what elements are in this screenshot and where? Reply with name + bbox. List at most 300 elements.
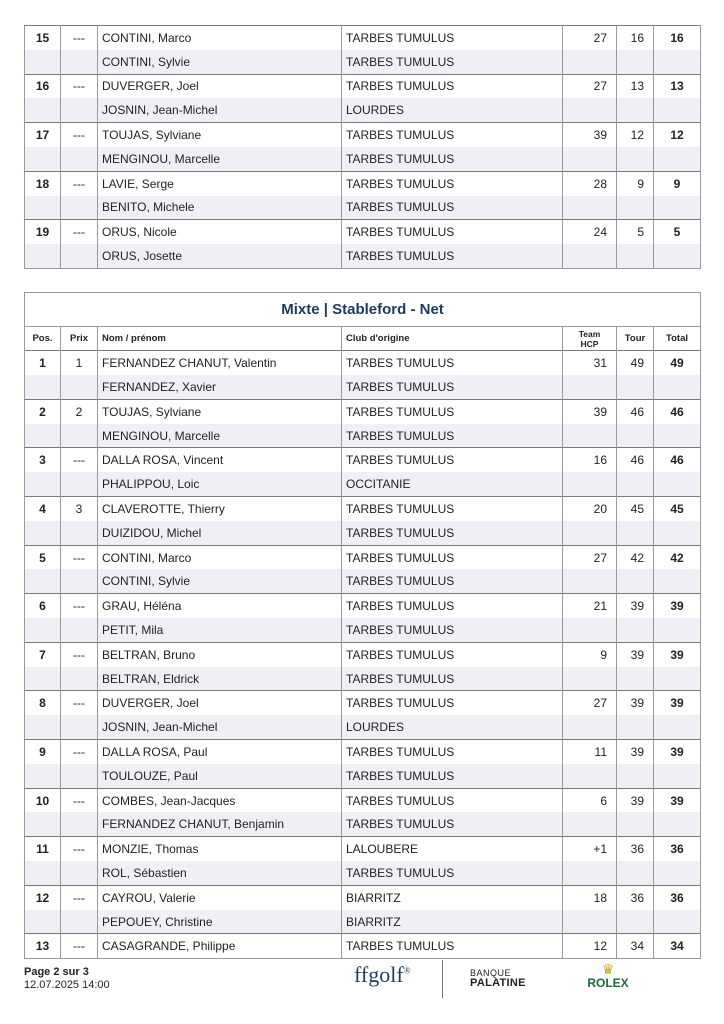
club-cell: TARBES TUMULUS	[342, 220, 563, 244]
club-cell: LOURDES	[342, 715, 563, 739]
total-cell: 16	[654, 26, 701, 50]
position-cell	[25, 764, 61, 788]
prize-cell: ---	[61, 594, 98, 618]
position-cell	[25, 98, 61, 122]
header-team-hcp	[563, 327, 617, 351]
player-name-cell: ORUS, Josette	[98, 244, 342, 268]
position-cell: 13	[25, 934, 61, 958]
player-name-cell: MENGINOU, Marcelle	[98, 424, 342, 448]
player-name-cell: PEPOUEY, Christine	[98, 910, 342, 934]
team-hcp-cell: 20	[563, 497, 617, 521]
team-hcp-cell	[563, 98, 617, 122]
team-hcp-cell: 31	[563, 351, 617, 375]
header-tour: Tour	[617, 327, 654, 351]
tour-cell: 39	[617, 788, 654, 812]
team-hcp-cell: 39	[563, 399, 617, 423]
position-cell: 1	[25, 351, 61, 375]
table-row	[25, 934, 701, 958]
prize-cell	[61, 50, 98, 74]
tour-cell: 46	[617, 399, 654, 423]
team-hcp-cell: 39	[563, 123, 617, 147]
tour-cell	[617, 244, 654, 268]
club-cell: TARBES TUMULUS	[342, 740, 563, 764]
prize-cell	[61, 618, 98, 642]
club-cell: TARBES TUMULUS	[342, 934, 563, 958]
tour-cell	[617, 569, 654, 593]
tour-cell: 45	[617, 497, 654, 521]
table-row-partner	[25, 569, 701, 593]
club-cell: TARBES TUMULUS	[342, 667, 563, 691]
table-row-partner	[25, 472, 701, 496]
player-name-cell: ORUS, Nicole	[98, 220, 342, 244]
prize-cell: 1	[61, 351, 98, 375]
total-cell: 42	[654, 545, 701, 569]
player-name-cell: CONTINI, Marco	[98, 26, 342, 50]
table-row	[25, 26, 701, 50]
rolex-logo	[580, 962, 636, 1006]
table-row-partner	[25, 715, 701, 739]
total-cell: 9	[654, 171, 701, 195]
player-name-cell: FERNANDEZ CHANUT, Valentin	[98, 351, 342, 375]
position-cell	[25, 667, 61, 691]
total-cell	[654, 861, 701, 885]
total-cell	[654, 667, 701, 691]
total-cell	[654, 244, 701, 268]
tour-cell	[617, 375, 654, 399]
position-cell: 10	[25, 788, 61, 812]
club-cell: TARBES TUMULUS	[342, 764, 563, 788]
player-name-cell: CONTINI, Sylvie	[98, 569, 342, 593]
club-cell: TARBES TUMULUS	[342, 618, 563, 642]
prize-cell	[61, 424, 98, 448]
prize-cell	[61, 521, 98, 545]
tour-cell	[617, 861, 654, 885]
table-row	[25, 691, 701, 715]
table-row-partner	[25, 147, 701, 171]
club-cell: TARBES TUMULUS	[342, 812, 563, 836]
position-cell	[25, 910, 61, 934]
position-cell: 19	[25, 220, 61, 244]
team-hcp-cell: 18	[563, 885, 617, 909]
position-cell: 15	[25, 26, 61, 50]
total-cell	[654, 812, 701, 836]
team-hcp-cell	[563, 667, 617, 691]
prize-cell: ---	[61, 837, 98, 861]
team-hcp-cell: 16	[563, 448, 617, 472]
table-row-partner	[25, 667, 701, 691]
position-cell	[25, 244, 61, 268]
results-table-top	[24, 25, 701, 269]
club-cell: TARBES TUMULUS	[342, 788, 563, 812]
table-row	[25, 448, 701, 472]
club-cell: BIARRITZ	[342, 910, 563, 934]
tour-cell	[617, 196, 654, 220]
prize-cell	[61, 472, 98, 496]
player-name-cell: MONZIE, Thomas	[98, 837, 342, 861]
tour-cell	[617, 764, 654, 788]
player-name-cell: BENITO, Michele	[98, 196, 342, 220]
team-hcp-cell	[563, 861, 617, 885]
tour-cell: 12	[617, 123, 654, 147]
tour-cell	[617, 147, 654, 171]
position-cell: 4	[25, 497, 61, 521]
team-hcp-cell	[563, 50, 617, 74]
player-name-cell: TOULOUZE, Paul	[98, 764, 342, 788]
total-cell	[654, 424, 701, 448]
prize-cell: ---	[61, 740, 98, 764]
header-club: Club d'origine	[342, 327, 563, 351]
prize-cell	[61, 244, 98, 268]
team-hcp-cell: 28	[563, 171, 617, 195]
total-cell	[654, 472, 701, 496]
total-cell	[654, 715, 701, 739]
position-cell	[25, 812, 61, 836]
prize-cell: ---	[61, 74, 98, 98]
position-cell	[25, 472, 61, 496]
table-row	[25, 740, 701, 764]
club-cell: TARBES TUMULUS	[342, 147, 563, 171]
prize-cell	[61, 764, 98, 788]
table-row	[25, 497, 701, 521]
team-hcp-cell: 12	[563, 934, 617, 958]
team-hcp-cell: 24	[563, 220, 617, 244]
club-cell: TARBES TUMULUS	[342, 691, 563, 715]
club-cell: TARBES TUMULUS	[342, 642, 563, 666]
position-cell	[25, 147, 61, 171]
player-name-cell: CONTINI, Marco	[98, 545, 342, 569]
team-hcp-cell	[563, 472, 617, 496]
table-row	[25, 594, 701, 618]
total-cell: 36	[654, 885, 701, 909]
tour-cell	[617, 424, 654, 448]
total-cell: 36	[654, 837, 701, 861]
table-row	[25, 545, 701, 569]
team-hcp-cell	[563, 569, 617, 593]
prize-cell	[61, 861, 98, 885]
prize-cell: ---	[61, 171, 98, 195]
total-cell: 34	[654, 934, 701, 958]
club-cell: TARBES TUMULUS	[342, 569, 563, 593]
table-row-partner	[25, 424, 701, 448]
tour-cell: 16	[617, 26, 654, 50]
tour-cell: 49	[617, 351, 654, 375]
club-cell: TARBES TUMULUS	[342, 375, 563, 399]
team-hcp-cell	[563, 715, 617, 739]
player-name-cell: CLAVEROTTE, Thierry	[98, 497, 342, 521]
position-cell	[25, 861, 61, 885]
rolex-logo-text: ROLEX	[587, 976, 629, 990]
player-name-cell: TOUJAS, Sylviane	[98, 399, 342, 423]
position-cell	[25, 569, 61, 593]
tour-cell	[617, 715, 654, 739]
team-hcp-cell: 27	[563, 26, 617, 50]
banque-logo-line1: BANQUE	[470, 968, 512, 978]
tour-cell	[617, 812, 654, 836]
position-cell	[25, 618, 61, 642]
team-hcp-cell: 9	[563, 642, 617, 666]
total-cell: 5	[654, 220, 701, 244]
position-cell	[25, 715, 61, 739]
position-cell: 11	[25, 837, 61, 861]
header-pos: Pos.	[25, 327, 61, 351]
position-cell	[25, 424, 61, 448]
club-cell: TARBES TUMULUS	[342, 594, 563, 618]
table-row	[25, 74, 701, 98]
team-hcp-cell	[563, 521, 617, 545]
header-team-hcp-line2: HCP	[580, 338, 599, 349]
player-name-cell: CASAGRANDE, Philippe	[98, 934, 342, 958]
table-row	[25, 399, 701, 423]
club-cell: LALOUBERE	[342, 837, 563, 861]
header-prix: Prix	[61, 327, 98, 351]
player-name-cell: DUIZIDOU, Michel	[98, 521, 342, 545]
section-title: Mixte | Stableford - Net	[25, 293, 701, 327]
table-row-partner	[25, 50, 701, 74]
tour-cell: 39	[617, 594, 654, 618]
player-name-cell: DALLA ROSA, Vincent	[98, 448, 342, 472]
club-cell: TARBES TUMULUS	[342, 244, 563, 268]
club-cell: TARBES TUMULUS	[342, 545, 563, 569]
total-cell	[654, 98, 701, 122]
table-row-partner	[25, 375, 701, 399]
total-cell: 46	[654, 448, 701, 472]
position-cell: 3	[25, 448, 61, 472]
tour-cell: 39	[617, 642, 654, 666]
total-cell: 12	[654, 123, 701, 147]
page-number: Page 2 sur 3	[24, 966, 89, 978]
total-cell: 39	[654, 788, 701, 812]
player-name-cell: PETIT, Mila	[98, 618, 342, 642]
table-row	[25, 351, 701, 375]
table-row-partner	[25, 244, 701, 268]
prize-cell: 3	[61, 497, 98, 521]
club-cell: TARBES TUMULUS	[342, 351, 563, 375]
prize-cell: ---	[61, 123, 98, 147]
tour-cell: 13	[617, 74, 654, 98]
player-name-cell: JOSNIN, Jean-Michel	[98, 98, 342, 122]
team-hcp-cell	[563, 375, 617, 399]
table-row-partner	[25, 764, 701, 788]
prize-cell	[61, 147, 98, 171]
position-cell: 7	[25, 642, 61, 666]
total-cell	[654, 50, 701, 74]
total-cell: 49	[654, 351, 701, 375]
total-cell	[654, 196, 701, 220]
total-cell	[654, 147, 701, 171]
position-cell: 16	[25, 74, 61, 98]
position-cell	[25, 521, 61, 545]
table-row-partner	[25, 861, 701, 885]
prize-cell: ---	[61, 642, 98, 666]
table-row	[25, 123, 701, 147]
prize-cell: ---	[61, 885, 98, 909]
club-cell: TARBES TUMULUS	[342, 123, 563, 147]
prize-cell	[61, 375, 98, 399]
table-row	[25, 837, 701, 861]
club-cell: TARBES TUMULUS	[342, 50, 563, 74]
table-row	[25, 788, 701, 812]
position-cell: 9	[25, 740, 61, 764]
prize-cell	[61, 667, 98, 691]
logo-divider	[442, 960, 443, 998]
position-cell: 18	[25, 171, 61, 195]
tour-cell: 5	[617, 220, 654, 244]
total-cell	[654, 618, 701, 642]
team-hcp-cell	[563, 618, 617, 642]
header-total: Total	[654, 327, 701, 351]
position-cell	[25, 50, 61, 74]
prize-cell: ---	[61, 448, 98, 472]
total-cell: 45	[654, 497, 701, 521]
player-name-cell: TOUJAS, Sylviane	[98, 123, 342, 147]
position-cell	[25, 196, 61, 220]
print-datetime: 12.07.2025 14:00	[24, 979, 110, 991]
page-footer	[24, 966, 110, 992]
tour-cell	[617, 910, 654, 934]
banque-palatine-logo	[470, 968, 526, 1012]
player-name-cell: DUVERGER, Joel	[98, 74, 342, 98]
team-hcp-cell: 27	[563, 74, 617, 98]
table-row	[25, 171, 701, 195]
club-cell: TARBES TUMULUS	[342, 26, 563, 50]
results-table-mixte-body	[25, 351, 701, 958]
table-row-partner	[25, 98, 701, 122]
club-cell: TARBES TUMULUS	[342, 424, 563, 448]
player-name-cell: COMBES, Jean-Jacques	[98, 788, 342, 812]
crown-icon: ♛	[601, 961, 615, 977]
tour-cell: 9	[617, 171, 654, 195]
club-cell: TARBES TUMULUS	[342, 861, 563, 885]
player-name-cell: JOSNIN, Jean-Michel	[98, 715, 342, 739]
total-cell	[654, 910, 701, 934]
table-row-partner	[25, 521, 701, 545]
total-cell: 39	[654, 691, 701, 715]
position-cell: 5	[25, 545, 61, 569]
club-cell: LOURDES	[342, 98, 563, 122]
total-cell: 39	[654, 594, 701, 618]
results-table-mixte	[24, 292, 701, 959]
tour-cell: 36	[617, 837, 654, 861]
prize-cell: ---	[61, 26, 98, 50]
club-cell: TARBES TUMULUS	[342, 74, 563, 98]
tour-cell	[617, 521, 654, 545]
player-name-cell: ROL, Sébastien	[98, 861, 342, 885]
tour-cell: 36	[617, 885, 654, 909]
prize-cell: 2	[61, 399, 98, 423]
team-hcp-cell	[563, 196, 617, 220]
total-cell	[654, 521, 701, 545]
table-row	[25, 220, 701, 244]
team-hcp-cell	[563, 244, 617, 268]
prize-cell: ---	[61, 788, 98, 812]
player-name-cell: CAYROU, Valerie	[98, 885, 342, 909]
position-cell: 17	[25, 123, 61, 147]
table-row-partner	[25, 618, 701, 642]
registered-mark: ®	[403, 965, 411, 976]
prize-cell	[61, 812, 98, 836]
position-cell: 12	[25, 885, 61, 909]
team-hcp-cell: 27	[563, 691, 617, 715]
table-row-partner	[25, 812, 701, 836]
club-cell: TARBES TUMULUS	[342, 448, 563, 472]
player-name-cell: PHALIPPOU, Loic	[98, 472, 342, 496]
prize-cell	[61, 196, 98, 220]
tour-cell: 39	[617, 691, 654, 715]
position-cell: 6	[25, 594, 61, 618]
prize-cell: ---	[61, 545, 98, 569]
team-hcp-cell	[563, 147, 617, 171]
player-name-cell: DUVERGER, Joel	[98, 691, 342, 715]
prize-cell	[61, 569, 98, 593]
club-cell: TARBES TUMULUS	[342, 196, 563, 220]
position-cell: 2	[25, 399, 61, 423]
prize-cell: ---	[61, 934, 98, 958]
player-name-cell: BELTRAN, Eldrick	[98, 667, 342, 691]
team-hcp-cell: 11	[563, 740, 617, 764]
table-row-partner	[25, 910, 701, 934]
player-name-cell: DALLA ROSA, Paul	[98, 740, 342, 764]
tour-cell	[617, 472, 654, 496]
tour-cell: 46	[617, 448, 654, 472]
tour-cell	[617, 98, 654, 122]
team-hcp-cell: 27	[563, 545, 617, 569]
table-row-partner	[25, 196, 701, 220]
header-team-hcp-line1: Team	[578, 328, 601, 339]
team-hcp-cell	[563, 910, 617, 934]
player-name-cell: CONTINI, Sylvie	[98, 50, 342, 74]
club-cell: TARBES TUMULUS	[342, 399, 563, 423]
prize-cell	[61, 910, 98, 934]
club-cell: BIARRITZ	[342, 885, 563, 909]
club-cell: OCCITANIE	[342, 472, 563, 496]
team-hcp-cell: 21	[563, 594, 617, 618]
position-cell: 8	[25, 691, 61, 715]
total-cell	[654, 569, 701, 593]
table-row	[25, 642, 701, 666]
tour-cell: 39	[617, 740, 654, 764]
club-cell: TARBES TUMULUS	[342, 521, 563, 545]
position-cell	[25, 375, 61, 399]
table-row	[25, 885, 701, 909]
player-name-cell: LAVIE, Serge	[98, 171, 342, 195]
team-hcp-cell	[563, 424, 617, 448]
club-cell: TARBES TUMULUS	[342, 497, 563, 521]
results-table-top-body	[25, 26, 701, 269]
player-name-cell: GRAU, Héléna	[98, 594, 342, 618]
player-name-cell: FERNANDEZ CHANUT, Benjamin	[98, 812, 342, 836]
team-hcp-cell	[563, 812, 617, 836]
total-cell: 46	[654, 399, 701, 423]
ffgolf-logo	[354, 962, 411, 1006]
player-name-cell: MENGINOU, Marcelle	[98, 147, 342, 171]
prize-cell: ---	[61, 691, 98, 715]
tour-cell: 42	[617, 545, 654, 569]
total-cell	[654, 375, 701, 399]
total-cell: 39	[654, 642, 701, 666]
player-name-cell: BELTRAN, Bruno	[98, 642, 342, 666]
club-cell: TARBES TUMULUS	[342, 171, 563, 195]
total-cell: 13	[654, 74, 701, 98]
header-name: Nom / prénom	[98, 327, 342, 351]
total-cell: 39	[654, 740, 701, 764]
tour-cell: 34	[617, 934, 654, 958]
player-name-cell: FERNANDEZ, Xavier	[98, 375, 342, 399]
team-hcp-cell	[563, 764, 617, 788]
ffgolf-logo-text: ffgolf	[354, 962, 404, 987]
tour-cell	[617, 50, 654, 74]
tour-cell	[617, 618, 654, 642]
tour-cell	[617, 667, 654, 691]
